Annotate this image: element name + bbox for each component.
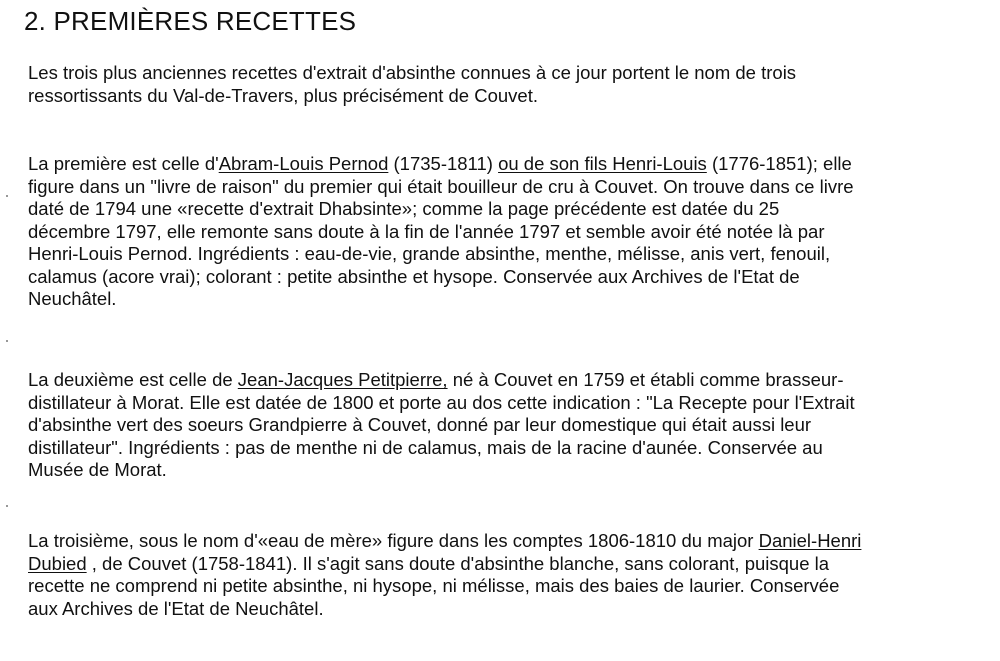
text-line: calamus (acore vrai); colorant : petite absinthe et hysope. Conservée aux Archives de l'Etat de: [28, 265, 800, 287]
section-heading: 2. PREMIÈRES RECETTES: [24, 6, 357, 36]
text-line: ressortissants du Val-de-Travers, plus précisément de Couvet.: [28, 84, 538, 106]
person-name-underlined: ou de son fils Henri-Louis: [498, 153, 707, 174]
text-line: Henri-Louis Pernod. Ingrédients : eau-de-vie, grande absinthe, menthe, mélisse, anis vert, fenouil,: [28, 243, 831, 264]
text-run: (1735-1811): [388, 153, 499, 174]
text-run: La première est celle d': [28, 153, 219, 174]
text-line: [28, 153, 988, 176]
text-run: La deuxième est celle de: [28, 369, 238, 390]
second-recipe-paragraph: [28, 369, 988, 482]
text-line: [28, 553, 988, 576]
text-line: [28, 530, 988, 553]
text-run: La troisième, sous le nom d'«eau de mère» figure dans les comptes 1806-1810 du major: [28, 530, 759, 551]
text-run: , de Couvet (1758-1841). Il s'agit sans doute d'absinthe blanche, sans colorant, puisque la: [86, 552, 830, 574]
scan-speck: [6, 505, 8, 507]
text-line: Les trois plus anciennes recettes d'extrait d'absinthe connues à ce jour portent le nom de trois: [28, 62, 797, 83]
text-line: distillateur à Morat. Elle est datée de 1800 et porte au dos cette indication : "La Recepte pour l'Extrait: [28, 391, 855, 413]
text-line: distillateur". Ingrédients : pas de menthe ni de calamus, mais de la racine d'aunée. Conservée au: [28, 436, 823, 458]
text-line: daté de 1794 une «recette d'extrait Dhabsinte»; comme la page précédente est datée du 25: [28, 198, 780, 219]
person-name-underlined: Dubied: [28, 552, 87, 574]
person-name-underlined: Jean-Jacques Petitpierre,: [237, 369, 448, 390]
text-line: Musée de Morat.: [28, 459, 167, 480]
intro-paragraph: [28, 62, 988, 107]
scan-speck: [6, 195, 8, 197]
text-line: figure dans un "livre de raison" du premier qui était bouilleur de cru à Couvet. On trouve dans ce livre: [28, 175, 854, 197]
text-line: Neuchâtel.: [28, 288, 117, 309]
text-run: né à Couvet en 1759 et établi comme brasseur-: [447, 369, 844, 390]
person-name-underlined: Daniel-Henri: [758, 530, 862, 551]
text-line: d'absinthe vert des soeurs Grandpierre à Couvet, donné par leur domestique qui était aussi leur: [28, 414, 812, 435]
text-line: aux Archives de l'Etat de Neuchâtel.: [28, 597, 324, 619]
first-recipe-paragraph: [28, 153, 988, 311]
text-line: recette ne comprend ni petite absinthe, ni hysope, ni mélisse, mais des baies de laurier. Conservée: [28, 575, 840, 596]
text-line: décembre 1797, elle remonte sans doute à la fin de l'année 1797 et semble avoir été notée là par: [28, 220, 825, 242]
third-recipe-paragraph: [28, 530, 988, 620]
scan-speck: [6, 340, 8, 342]
text-line: [28, 369, 988, 392]
person-name-underlined: Abram-Louis Pernod: [218, 153, 389, 174]
text-run: (1776-1851); elle: [706, 153, 852, 174]
